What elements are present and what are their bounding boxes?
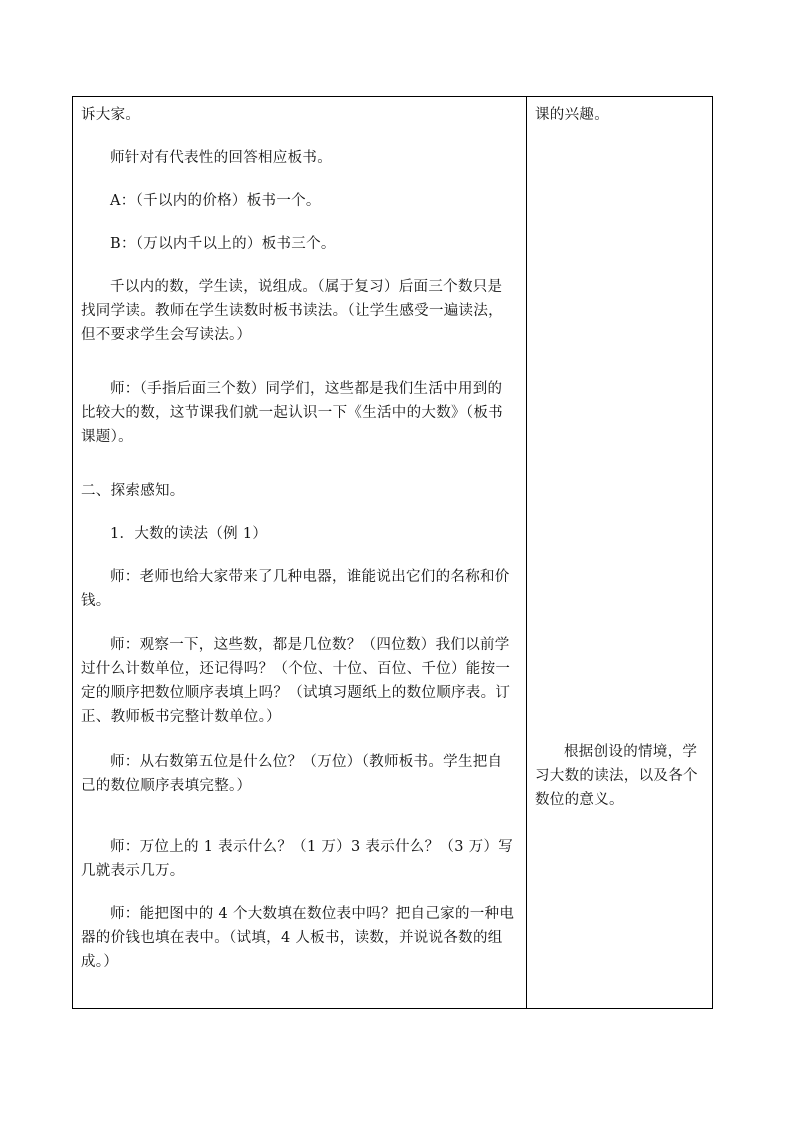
paragraph: B：（万以内千以上的）板书三个。 <box>110 236 336 252</box>
note-text: 根据创设的情境，学习大数的读法，以及各个数位的意义。 <box>535 744 698 808</box>
paragraph: 师：（手指后面三个数）同学们，这些都是我们生活中用到的比较大的数，这节课我们就一起认识一下《生活中的大数》（板书课题）。 <box>81 381 503 445</box>
paragraph: 师：从右数第五位是什么位？（万位）（教师板书。学生把自己的数位顺序表填完整。） <box>81 754 503 794</box>
paragraph: 师：能把图中的 4 个大数填在数位表中吗？把自己家的一种电器的价钱也填在表中。（试填，4 人板书，读数，并说说各数的组成。） <box>81 906 515 970</box>
note-text: 课的兴趣。 <box>535 107 609 123</box>
paragraph: A：（千以内的价格）板书一个。 <box>110 193 321 209</box>
paragraph: 千以内的数，学生读，说组成。（属于复习）后面三个数只是找同学读。教师在学生读数时板书读法。（让学生感受一遍读法，但不要求学生会写读法。） <box>81 279 503 343</box>
paragraph: 诉大家。 <box>81 107 141 123</box>
column-divider <box>526 97 527 1008</box>
lesson-table <box>72 96 713 1009</box>
paragraph: 师针对有代表性的回答相应板书。 <box>110 150 332 166</box>
subsection-heading: 1．大数的读法（例 1） <box>110 526 268 542</box>
paragraph: 师：老师也给大家带来了几种电器，谁能说出它们的名称和价钱。 <box>81 569 510 609</box>
paragraph: 师：观察一下，这些数，都是几位数？（四位数）我们以前学过什么计数单位，还记得吗？（个位、十位、百位、千位）能按一定的顺序把数位顺序表填上吗？（试填习题纸上的数位顺序表。订正、教师板书完整计数单位。） <box>81 637 511 725</box>
paragraph: 师：万位上的 1 表示什么？（1 万）3 表示什么？（3 万）写几就表示几万。 <box>81 839 514 879</box>
section-heading: 二、探索感知。 <box>81 483 185 499</box>
